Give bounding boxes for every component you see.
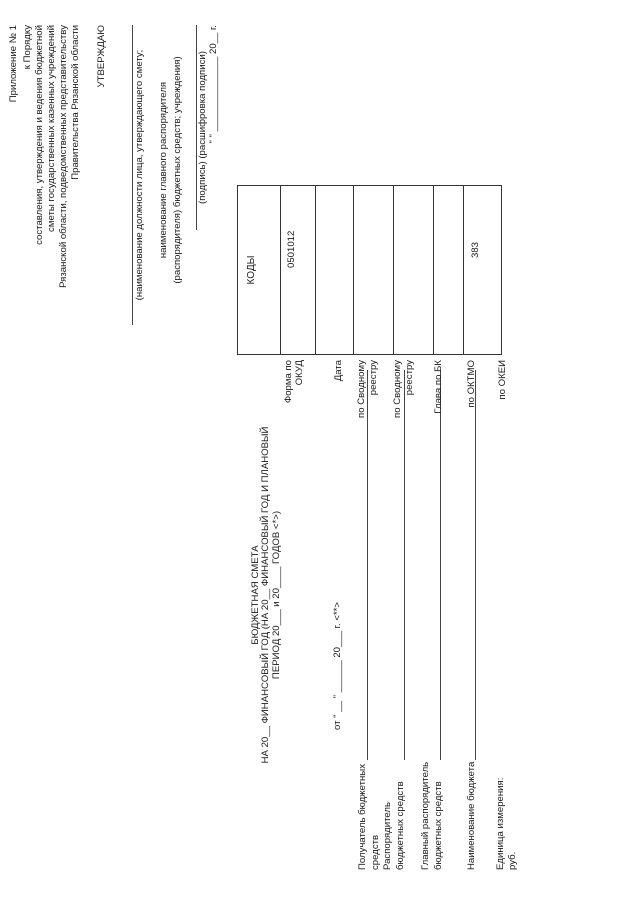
appendix-label: Приложение № 1	[8, 25, 19, 103]
register-1-label-1: по Сводному	[356, 360, 367, 418]
order-title-line-1: составления, утверждения и ведения бюджетной	[34, 25, 45, 245]
code-row-register-1[interactable]	[354, 186, 394, 354]
okei-code[interactable]: 383	[470, 241, 481, 258]
manager-label-1: Распорядитель	[382, 801, 393, 870]
date-code-label: Дата	[333, 360, 344, 382]
order-title-line-4: Правительства Рязанской области	[70, 25, 81, 180]
codes-table	[237, 185, 502, 355]
bk-label: Глава по БК	[433, 360, 444, 414]
okud-label-2: ОКУД	[294, 360, 305, 386]
signature-caption: (подпись) (расшифровка подписи)	[197, 51, 208, 204]
estimate-date: от " __ " ______ 20___ г. <**>	[332, 601, 343, 730]
code-row-bk[interactable]	[434, 186, 464, 354]
chief-manager-label-2: бюджетных средств	[433, 781, 444, 870]
document-title: БЮДЖЕТНАЯ СМЕТА	[250, 545, 261, 645]
approval-date: " " ______________ 20__ г.	[208, 25, 219, 144]
official-signature-line	[132, 25, 133, 325]
manager-label-2: бюджетных средств	[395, 781, 406, 870]
codes-header-label: КОДЫ	[246, 255, 257, 285]
code-row-date[interactable]	[316, 186, 354, 354]
unit-label: Единица измерения:	[495, 777, 506, 870]
oktmo-label: по ОКТМО	[466, 360, 477, 408]
order-title-line-3: Рязанской области, подведомственных представительству	[58, 25, 69, 288]
approved-heading: УТВЕРЖДАЮ	[96, 25, 107, 88]
document-subtitle-line-2: ПЕРИОД 20___ и 20____ ГОДОВ <*>)	[271, 510, 282, 680]
okud-label-1: Форма по	[283, 360, 294, 404]
order-reference: к Порядку	[22, 25, 33, 70]
codes-header	[238, 186, 281, 354]
official-caption: (наименование должности лица, утверждающего смету;	[134, 49, 145, 301]
register-1-label-2: реестру	[368, 360, 379, 396]
manager-caption-2: (распорядителя) бюджетных средств; учреждения)	[172, 56, 183, 284]
register-2-label-1: по Сводному	[392, 360, 403, 418]
unit-value: руб.	[507, 851, 518, 870]
document-subtitle-line-1: НА 20__ ФИНАНСОВЫЙ ГОД (НА 20__ ФИНАНСОВЫЙ ГОД И ПЛАНОВЫЙ	[260, 426, 271, 764]
code-row-okud	[280, 186, 316, 354]
okei-label: по ОКЕИ	[497, 360, 508, 400]
chief-manager-label-1: Главный распорядитель	[420, 761, 431, 870]
code-row-register-2[interactable]	[394, 186, 434, 354]
recipient-label-2: средств	[370, 834, 381, 870]
recipient-label-1: Получатель бюджетных	[357, 764, 368, 870]
okud-code[interactable]: 0501012	[286, 230, 297, 268]
code-row-okei	[464, 186, 501, 354]
manager-caption-1: наименование главного распорядителя	[158, 81, 169, 259]
budget-name-label: Наименование бюджета	[466, 761, 477, 870]
order-title-line-2: сметы государственных казенных учреждений	[46, 25, 57, 232]
register-2-label-2: реестру	[404, 360, 415, 396]
